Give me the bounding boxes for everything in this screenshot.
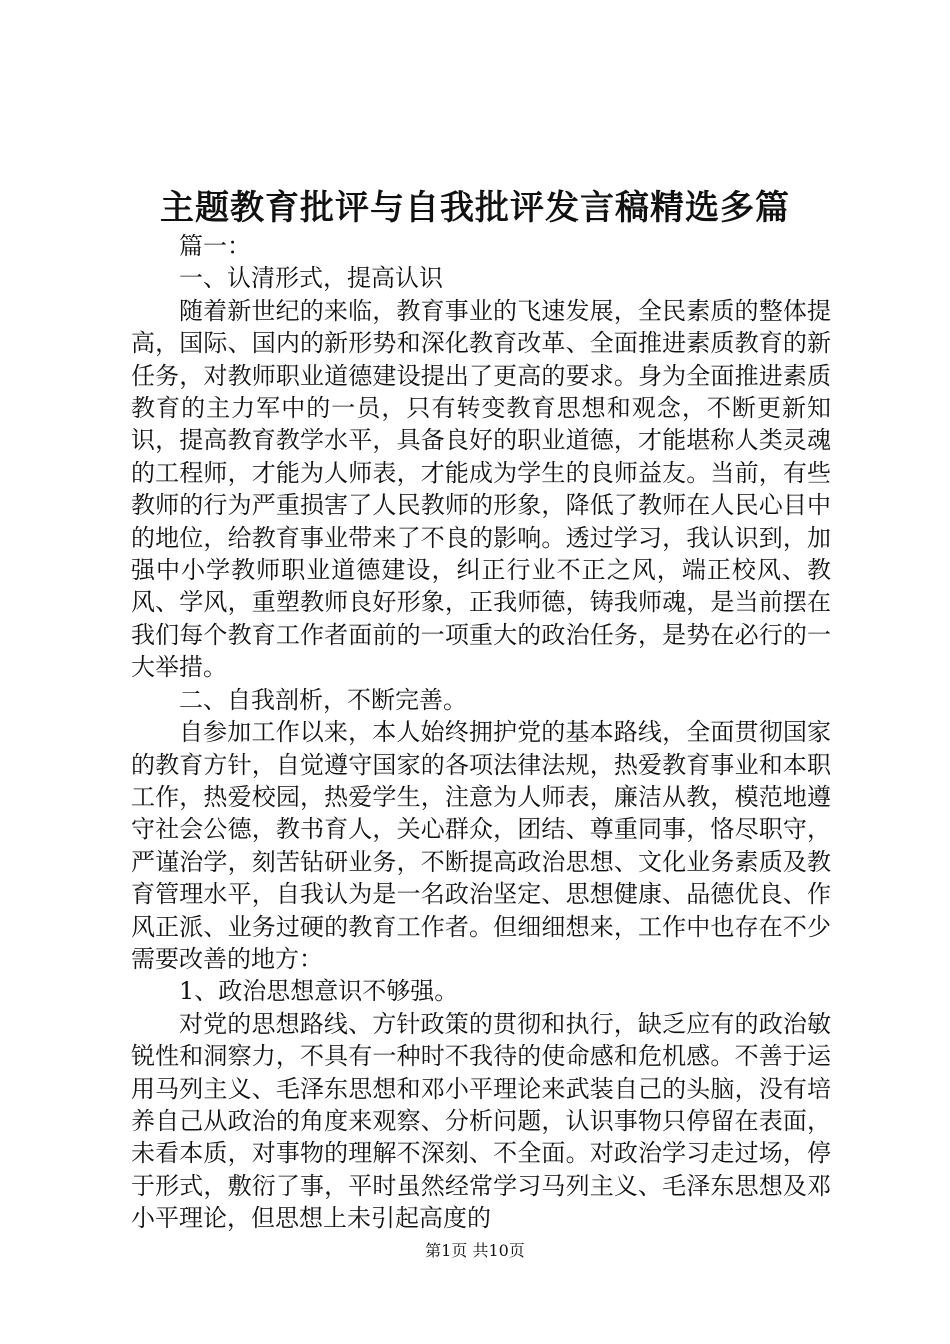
- subsection-heading-1: 1、政治思想意识不够强。: [179, 977, 459, 1006]
- section-heading-2: 二、自我剖析，不断完善。: [179, 685, 467, 714]
- body-paragraph: 对党的思想路线、方针政策的贯彻和执行，缺乏应有的政治敏锐性和洞察力，不具有一种时不我待的使命感和危机感。不善于运用马列主义、毛泽东思想和邓小平理论来武装自己的头脑，没有培养自己从政治的角度来观察、分析问题，认识事物只停留在表面，未看本质，对事物的理解不深刻、不全面。对政治学习走过场，停于形式，敷衍了事，平时虽然经常学习马列主义、毛泽东思想及邓小平理论，但思想上未引起高度的: [131, 1009, 831, 1233]
- document-body: [131, 230, 831, 1235]
- section-label: 篇一：: [179, 232, 251, 260]
- body-paragraph: 随着新世纪的来临，教育事业的飞速发展，全民素质的整体提高，国际、国内的新形势和深化教育改革、全面推进素质教育的新任务，对教师职业道德建设提出了更高的要求。身为全面推进素质教育的主力军中的一员，只有转变教育思想和观念，不断更新知识，提高教育教学水平，具备良好的职业道德，才能堪称人类灵魂的工程师，才能为人师表，才能成为学生的良师益友。当前，有些教师的行为严重损害了人民教师的形象，降低了教师在人民心目中的地位，给教育事业带来了不良的影响。透过学习，我认识到，加强中小学教师职业道德建设，纠正行业不正之风，端正校风、教风、学风，重塑教师良好形象，正我师德，铸我师魂，是当前摆在我们每个教育工作者面前的一项重大的政治任务，是势在必行的一大举措。: [131, 296, 831, 682]
- body-paragraph: 自参加工作以来，本人始终拥护党的基本路线，全面贯彻国家的教育方针，自觉遵守国家的各项法律法规，热爱教育事业和本职工作，热爱校园，热爱学生，注意为人师表，廉洁从教，模范地遵守社会公德，教书育人，关心群众，团结、尊重同事，恪尽职守，严谨治学，刻苦钻研业务，不断提高政治思想、文化业务素质及教育管理水平，自我认为是一名政治坚定、思想健康、品德优良、作风正派、业务过硬的教育工作者。但细细想来，工作中也存在不少需要改善的地方：: [131, 718, 831, 973]
- section-heading-1: 一、认清形式，提高认识: [179, 264, 443, 293]
- page-footer: 第1页 共10页: [425, 1241, 525, 1260]
- document-title: 主题教育批评与自我批评发言稿精选多篇: [160, 188, 790, 228]
